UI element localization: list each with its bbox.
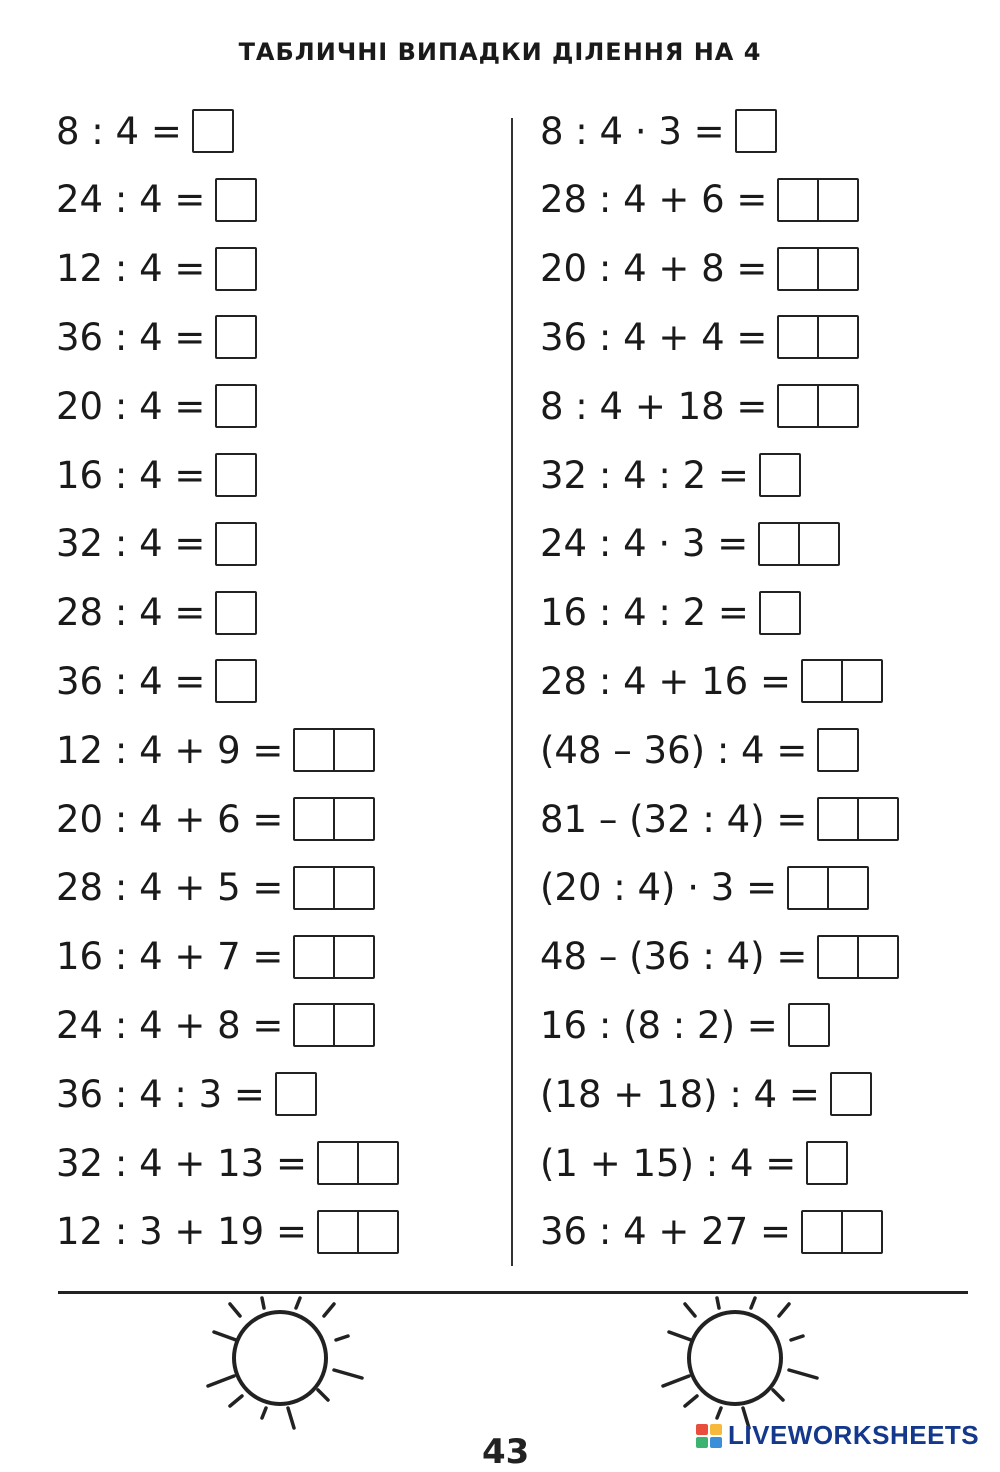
exercise-row [540, 106, 777, 156]
answer-box[interactable] [787, 866, 869, 910]
answer-box[interactable] [275, 1072, 317, 1116]
answer-box[interactable] [293, 935, 375, 979]
answer-box[interactable] [817, 728, 859, 772]
exercise-expression: 12 : 3 + 19 = [56, 1210, 307, 1254]
answer-box[interactable] [215, 178, 257, 222]
answer-digit-cell[interactable] [194, 111, 232, 151]
exercise-row [540, 244, 859, 294]
answer-box[interactable] [817, 797, 899, 841]
answer-digit-cell[interactable] [819, 937, 857, 977]
exercise-expression: 16 : 4 + 7 = [56, 935, 284, 979]
exercise-expression: 12 : 4 + 9 = [56, 728, 284, 772]
exercise-row [56, 450, 257, 500]
answer-box[interactable] [215, 315, 257, 359]
exercise-expression: 20 : 4 + 8 = [540, 247, 768, 291]
exercise-expression: 28 : 4 = [56, 591, 206, 635]
answer-box[interactable] [788, 1003, 830, 1047]
answer-box[interactable] [215, 522, 257, 566]
exercise-expression: 16 : 4 : 2 = [540, 591, 749, 635]
answer-digit-cell[interactable] [217, 180, 255, 220]
exercise-row [56, 932, 375, 982]
exercise-row [540, 863, 869, 913]
exercise-row [540, 519, 840, 569]
answer-digit-cell[interactable] [333, 1005, 373, 1045]
exercise-row [540, 1138, 848, 1188]
exercise-row [56, 381, 257, 431]
answer-digit-cell[interactable] [295, 1005, 333, 1045]
sun-icon [655, 1296, 825, 1436]
sun-icon [200, 1296, 370, 1436]
exercise-expression: 28 : 4 + 6 = [540, 178, 768, 222]
exercise-row [540, 312, 859, 362]
answer-digit-cell[interactable] [357, 1143, 397, 1183]
exercise-row [540, 1000, 830, 1050]
exercise-expression: 24 : 4 = [56, 178, 206, 222]
answer-digit-cell[interactable] [217, 317, 255, 357]
answer-digit-cell[interactable] [217, 661, 255, 701]
answer-digit-cell[interactable] [779, 386, 817, 426]
answer-digit-cell[interactable] [827, 868, 867, 908]
watermark-text: LIVEWORKSHEETS [728, 1420, 980, 1450]
exercise-expression: (48 – 36) : 4 = [540, 728, 808, 772]
exercise-row [56, 863, 375, 913]
answer-box[interactable] [777, 178, 859, 222]
exercise-expression: (20 : 4) · 3 = [540, 866, 778, 910]
exercise-row [540, 588, 801, 638]
answer-digit-cell[interactable] [789, 868, 827, 908]
exercise-expression: 48 – (36 : 4) = [540, 935, 808, 979]
answer-box[interactable] [777, 247, 859, 291]
exercise-row [56, 1069, 317, 1119]
answer-digit-cell[interactable] [217, 593, 255, 633]
answer-digit-cell[interactable] [295, 730, 333, 770]
exercise-expression: 8 : 4 + 18 = [540, 384, 768, 428]
exercise-expression: 32 : 4 + 13 = [56, 1141, 307, 1185]
exercise-row [540, 175, 859, 225]
page-number: 43 [482, 1432, 530, 1472]
exercise-row [540, 450, 801, 500]
exercise-expression: 32 : 4 = [56, 522, 206, 566]
answer-digit-cell[interactable] [779, 249, 817, 289]
answer-digit-cell[interactable] [333, 937, 373, 977]
answer-digit-cell[interactable] [798, 524, 838, 564]
exercise-expression: 8 : 4 · 3 = [540, 109, 725, 153]
exercise-row [56, 1000, 375, 1050]
answer-digit-cell[interactable] [277, 1074, 315, 1114]
answer-digit-cell[interactable] [790, 1005, 828, 1045]
answer-digit-cell[interactable] [357, 1212, 397, 1252]
answer-digit-cell[interactable] [737, 111, 775, 151]
exercise-row [540, 1069, 872, 1119]
answer-digit-cell[interactable] [803, 661, 841, 701]
answer-digit-cell[interactable] [295, 937, 333, 977]
exercise-expression: 28 : 4 + 16 = [540, 659, 791, 703]
answer-box[interactable] [801, 1210, 883, 1254]
exercise-expression: 36 : 4 + 27 = [540, 1210, 791, 1254]
answer-digit-cell[interactable] [217, 524, 255, 564]
answer-box[interactable] [215, 247, 257, 291]
answer-digit-cell[interactable] [819, 799, 857, 839]
answer-digit-cell[interactable] [761, 593, 799, 633]
liveworksheets-logo-icon [695, 1422, 725, 1450]
exercise-row [56, 244, 257, 294]
exercise-row [56, 725, 375, 775]
footer-divider [58, 1291, 968, 1294]
answer-box[interactable] [293, 728, 375, 772]
answer-box[interactable] [215, 384, 257, 428]
column-divider [511, 118, 513, 1266]
answer-digit-cell[interactable] [832, 1074, 870, 1114]
exercise-expression: 24 : 4 · 3 = [540, 522, 749, 566]
exercise-expression: 32 : 4 : 2 = [540, 453, 749, 497]
answer-box[interactable] [801, 659, 883, 703]
exercise-expression: 16 : (8 : 2) = [540, 1003, 778, 1047]
exercise-expression: 12 : 4 = [56, 247, 206, 291]
exercise-expression: 36 : 4 = [56, 659, 206, 703]
answer-box[interactable] [215, 453, 257, 497]
exercise-expression: 28 : 4 + 5 = [56, 866, 284, 910]
answer-box[interactable] [215, 659, 257, 703]
answer-digit-cell[interactable] [817, 386, 857, 426]
answer-digit-cell[interactable] [319, 1212, 357, 1252]
answer-digit-cell[interactable] [841, 1212, 881, 1252]
answer-box[interactable] [293, 866, 375, 910]
exercise-row [56, 656, 257, 706]
answer-digit-cell[interactable] [819, 730, 857, 770]
answer-digit-cell[interactable] [295, 799, 333, 839]
answer-box[interactable] [317, 1210, 399, 1254]
answer-box[interactable] [758, 522, 840, 566]
exercise-expression: (18 + 18) : 4 = [540, 1072, 820, 1116]
exercise-expression: 20 : 4 = [56, 384, 206, 428]
exercise-expression: 24 : 4 + 8 = [56, 1003, 284, 1047]
exercise-row [540, 381, 859, 431]
answer-digit-cell[interactable] [217, 249, 255, 289]
answer-digit-cell[interactable] [333, 799, 373, 839]
exercise-row [56, 175, 257, 225]
exercise-row [56, 588, 257, 638]
answer-box[interactable] [293, 1003, 375, 1047]
answer-digit-cell[interactable] [857, 937, 897, 977]
answer-digit-cell[interactable] [333, 868, 373, 908]
answer-digit-cell[interactable] [779, 317, 817, 357]
answer-digit-cell[interactable] [333, 730, 373, 770]
exercise-row [540, 932, 899, 982]
answer-box[interactable] [759, 453, 801, 497]
exercise-row [56, 312, 257, 362]
exercise-row [56, 1138, 399, 1188]
exercise-row [56, 106, 234, 156]
answer-digit-cell[interactable] [760, 524, 798, 564]
answer-box[interactable] [777, 315, 859, 359]
exercise-expression: 81 – (32 : 4) = [540, 797, 808, 841]
answer-box[interactable] [735, 109, 777, 153]
answer-digit-cell[interactable] [217, 455, 255, 495]
exercise-row [56, 1207, 399, 1257]
answer-box[interactable] [317, 1141, 399, 1185]
exercise-row [540, 1207, 883, 1257]
answer-digit-cell[interactable] [817, 317, 857, 357]
answer-digit-cell[interactable] [817, 249, 857, 289]
exercise-row [540, 794, 899, 844]
answer-box[interactable] [806, 1141, 848, 1185]
answer-box[interactable] [759, 591, 801, 635]
exercise-expression: 8 : 4 = [56, 109, 182, 153]
exercise-row [56, 794, 375, 844]
exercise-expression: (1 + 15) : 4 = [540, 1141, 797, 1185]
exercise-row [56, 519, 257, 569]
exercise-row [540, 725, 859, 775]
exercise-expression: 36 : 4 = [56, 315, 206, 359]
answer-digit-cell[interactable] [857, 799, 897, 839]
answer-digit-cell[interactable] [217, 386, 255, 426]
answer-digit-cell[interactable] [817, 180, 857, 220]
answer-digit-cell[interactable] [841, 661, 881, 701]
answer-box[interactable] [192, 109, 234, 153]
answer-digit-cell[interactable] [803, 1212, 841, 1252]
exercise-expression: 20 : 4 + 6 = [56, 797, 284, 841]
exercise-row [540, 656, 883, 706]
answer-digit-cell[interactable] [808, 1143, 846, 1183]
answer-box[interactable] [293, 797, 375, 841]
exercise-expression: 36 : 4 : 3 = [56, 1072, 265, 1116]
exercise-expression: 16 : 4 = [56, 453, 206, 497]
answer-digit-cell[interactable] [295, 868, 333, 908]
liveworksheets-watermark[interactable] [695, 1420, 979, 1451]
answer-digit-cell[interactable] [779, 180, 817, 220]
answer-box[interactable] [830, 1072, 872, 1116]
answer-box[interactable] [215, 591, 257, 635]
page-title: ТАБЛИЧНІ ВИПАДКИ ДІЛЕННЯ НА 4 [238, 38, 762, 66]
exercise-expression: 36 : 4 + 4 = [540, 315, 768, 359]
answer-box[interactable] [817, 935, 899, 979]
answer-digit-cell[interactable] [319, 1143, 357, 1183]
answer-box[interactable] [777, 384, 859, 428]
answer-digit-cell[interactable] [761, 455, 799, 495]
